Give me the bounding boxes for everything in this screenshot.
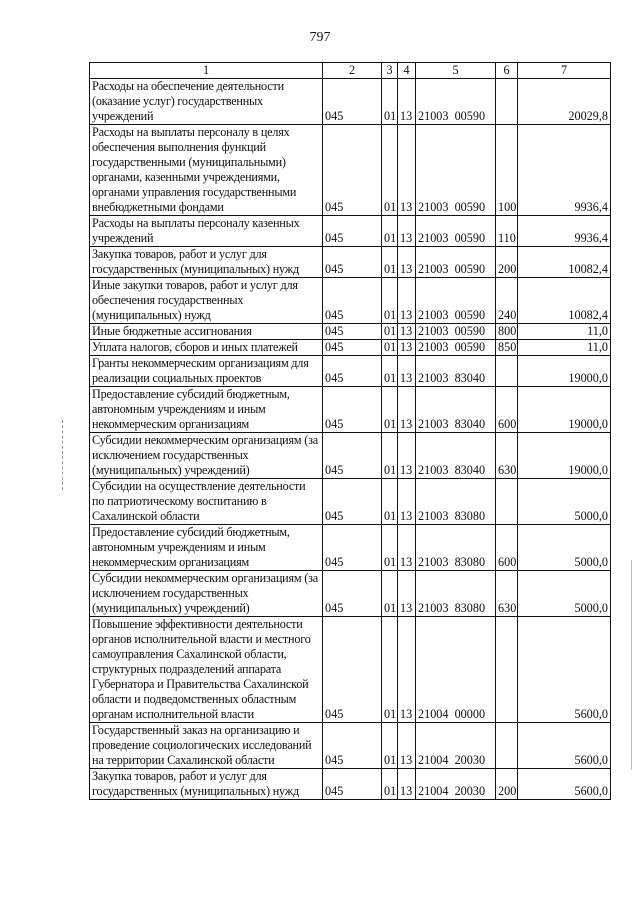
budget-table — [89, 62, 611, 800]
subsection-cell: 13 — [398, 125, 416, 216]
column-header-3: 3 — [382, 63, 398, 79]
item-name-cell: Расходы на выплаты персоналу казенных учреждений — [90, 216, 323, 247]
column-header-5: 5 — [416, 63, 496, 79]
item-name-cell: Иные бюджетные ассигнования — [90, 324, 323, 340]
code-cell: 045 — [323, 525, 382, 571]
expense-type-cell: 240 — [496, 278, 518, 324]
subsection-cell: 13 — [398, 571, 416, 617]
item-name-cell: Субсидии некоммерческим организациям (за исключением государственных (муниципальных) учреждений) — [90, 571, 323, 617]
target-article-cell: 21003 83080 — [416, 479, 496, 525]
table-row — [90, 479, 611, 525]
target-article-cell: 21003 00590 — [416, 278, 496, 324]
table-row — [90, 387, 611, 433]
item-name-cell: Закупка товаров, работ и услуг для государственных (муниципальных) нужд — [90, 769, 323, 800]
subsection-cell: 13 — [398, 479, 416, 525]
amount-cell: 11,0 — [518, 340, 611, 356]
section-cell: 01 — [382, 324, 398, 340]
subsection-cell: 13 — [398, 79, 416, 125]
expense-type-cell: 200 — [496, 769, 518, 800]
section-cell: 01 — [382, 247, 398, 278]
table-row — [90, 356, 611, 387]
code-cell: 045 — [323, 216, 382, 247]
code-cell: 045 — [323, 571, 382, 617]
amount-cell: 5600,0 — [518, 769, 611, 800]
item-name-cell: Иные закупки товаров, работ и услуг для обеспечения государственных (муниципальных) нужд — [90, 278, 323, 324]
target-article-cell: 21003 00590 — [416, 216, 496, 247]
target-article-cell: 21003 83040 — [416, 433, 496, 479]
code-cell: 045 — [323, 125, 382, 216]
section-cell: 01 — [382, 125, 398, 216]
table-row — [90, 433, 611, 479]
item-name-cell: Расходы на обеспечение деятельности (оказание услуг) государственных учреждений — [90, 79, 323, 125]
table-row — [90, 571, 611, 617]
amount-cell: 10082,4 — [518, 278, 611, 324]
table-row — [90, 340, 611, 356]
table-row — [90, 525, 611, 571]
target-article-cell: 21003 83080 — [416, 525, 496, 571]
code-cell: 045 — [323, 340, 382, 356]
target-article-cell: 21003 83080 — [416, 571, 496, 617]
code-cell: 045 — [323, 387, 382, 433]
code-cell: 045 — [323, 79, 382, 125]
code-cell: 045 — [323, 479, 382, 525]
subsection-cell: 13 — [398, 433, 416, 479]
expense-type-cell: 200 — [496, 247, 518, 278]
table-row — [90, 769, 611, 800]
target-article-cell: 21003 83040 — [416, 387, 496, 433]
amount-cell: 5600,0 — [518, 723, 611, 769]
expense-type-cell: 800 — [496, 324, 518, 340]
target-article-cell: 21003 00590 — [416, 324, 496, 340]
column-header-4: 4 — [398, 63, 416, 79]
target-article-cell: 21003 00590 — [416, 79, 496, 125]
expense-type-cell: 600 — [496, 387, 518, 433]
scan-edge-line — [631, 560, 632, 770]
table-row — [90, 125, 611, 216]
subsection-cell: 13 — [398, 387, 416, 433]
item-name-cell: Государственный заказ на организацию и проведение социологических исследований на территории Сахалинской области — [90, 723, 323, 769]
subsection-cell: 13 — [398, 617, 416, 723]
section-cell: 01 — [382, 79, 398, 125]
subsection-cell: 13 — [398, 525, 416, 571]
amount-cell: 10082,4 — [518, 247, 611, 278]
section-cell: 01 — [382, 278, 398, 324]
amount-cell: 5000,0 — [518, 571, 611, 617]
code-cell: 045 — [323, 723, 382, 769]
target-article-cell: 21003 00590 — [416, 340, 496, 356]
scan-artifact — [62, 420, 73, 490]
code-cell: 045 — [323, 769, 382, 800]
table-row — [90, 278, 611, 324]
header-row — [90, 63, 611, 79]
expense-type-cell — [496, 723, 518, 769]
expense-type-cell: 100 — [496, 125, 518, 216]
table-row — [90, 723, 611, 769]
amount-cell: 9936,4 — [518, 216, 611, 247]
code-cell: 045 — [323, 356, 382, 387]
section-cell: 01 — [382, 525, 398, 571]
item-name-cell: Предоставление субсидий бюджетным, автономным учреждениям и иным некоммерческим организациям — [90, 387, 323, 433]
item-name-cell: Субсидии на осуществление деятельности по патриотическому воспитанию в Сахалинской области — [90, 479, 323, 525]
section-cell: 01 — [382, 433, 398, 479]
item-name-cell: Повышение эффективности деятельности органов исполнительной власти и местного самоуправления Сахалинской области, структурных подразделений аппарата Губернатора и Правительства Сахалинской области и подведомственных областным органам исполнительной власти — [90, 617, 323, 723]
amount-cell: 5000,0 — [518, 479, 611, 525]
column-header-1: 1 — [90, 63, 323, 79]
column-header-7: 7 — [518, 63, 611, 79]
expense-type-cell: 600 — [496, 525, 518, 571]
amount-cell: 19000,0 — [518, 356, 611, 387]
table-row — [90, 216, 611, 247]
expense-type-cell: 630 — [496, 433, 518, 479]
item-name-cell: Субсидии некоммерческим организациям (за исключением государственных (муниципальных) учреждений) — [90, 433, 323, 479]
code-cell: 045 — [323, 324, 382, 340]
item-name-cell: Закупка товаров, работ и услуг для государственных (муниципальных) нужд — [90, 247, 323, 278]
item-name-cell: Предоставление субсидий бюджетным, автономным учреждениям и иным некоммерческим организациям — [90, 525, 323, 571]
subsection-cell: 13 — [398, 769, 416, 800]
column-header-2: 2 — [323, 63, 382, 79]
section-cell: 01 — [382, 356, 398, 387]
table-row — [90, 247, 611, 278]
amount-cell: 5000,0 — [518, 525, 611, 571]
target-article-cell: 21004 00000 — [416, 617, 496, 723]
section-cell: 01 — [382, 216, 398, 247]
expense-type-cell: 850 — [496, 340, 518, 356]
column-header-6: 6 — [496, 63, 518, 79]
table-row — [90, 617, 611, 723]
section-cell: 01 — [382, 617, 398, 723]
amount-cell: 19000,0 — [518, 387, 611, 433]
section-cell: 01 — [382, 769, 398, 800]
table-row — [90, 324, 611, 340]
amount-cell: 20029,8 — [518, 79, 611, 125]
subsection-cell: 13 — [398, 278, 416, 324]
expense-type-cell — [496, 356, 518, 387]
target-article-cell: 21003 00590 — [416, 247, 496, 278]
page-number: 797 — [309, 30, 331, 45]
target-article-cell: 21004 20030 — [416, 723, 496, 769]
section-cell: 01 — [382, 723, 398, 769]
subsection-cell: 13 — [398, 340, 416, 356]
target-article-cell: 21003 83040 — [416, 356, 496, 387]
section-cell: 01 — [382, 479, 398, 525]
item-name-cell: Расходы на выплаты персоналу в целях обеспечения выполнения функций государственными (муниципальными) органами, казенными учреждениями, органами управления государственными внебюджетными фондами — [90, 125, 323, 216]
section-cell: 01 — [382, 387, 398, 433]
expense-type-cell — [496, 479, 518, 525]
section-cell: 01 — [382, 340, 398, 356]
expense-type-cell — [496, 617, 518, 723]
target-article-cell: 21004 20030 — [416, 769, 496, 800]
subsection-cell: 13 — [398, 324, 416, 340]
code-cell: 045 — [323, 247, 382, 278]
amount-cell: 19000,0 — [518, 433, 611, 479]
amount-cell: 5600,0 — [518, 617, 611, 723]
expense-type-cell — [496, 79, 518, 125]
expense-type-cell: 110 — [496, 216, 518, 247]
code-cell: 045 — [323, 617, 382, 723]
item-name-cell: Уплата налогов, сборов и иных платежей — [90, 340, 323, 356]
subsection-cell: 13 — [398, 356, 416, 387]
target-article-cell: 21003 00590 — [416, 125, 496, 216]
code-cell: 045 — [323, 278, 382, 324]
code-cell: 045 — [323, 433, 382, 479]
table-row — [90, 79, 611, 125]
section-cell: 01 — [382, 571, 398, 617]
subsection-cell: 13 — [398, 216, 416, 247]
subsection-cell: 13 — [398, 723, 416, 769]
amount-cell: 9936,4 — [518, 125, 611, 216]
subsection-cell: 13 — [398, 247, 416, 278]
expense-type-cell: 630 — [496, 571, 518, 617]
amount-cell: 11,0 — [518, 324, 611, 340]
item-name-cell: Гранты некоммерческим организациям для реализации социальных проектов — [90, 356, 323, 387]
